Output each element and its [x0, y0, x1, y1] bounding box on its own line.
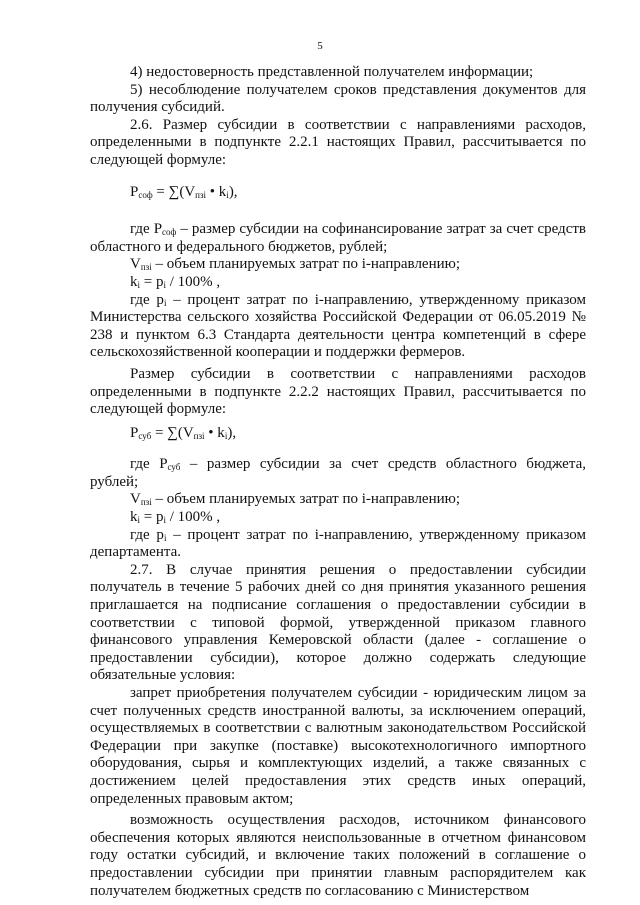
paragraph: где $P_{суб}$ – размер субсидии за счет средств областного бюджета, рублей; [90, 456, 586, 490]
paragraph: 2.6. Размер субсидии в соответствии с направлениями расходов, определенными в подпункте 2.2.1 настоящих Правил, рассчитывается по следующей формуле: [90, 116, 586, 168]
paragraph: где $p_i$ – процент затрат по і-направлению, утвержденному приказом департамента. [90, 526, 586, 561]
paragraph: $V_{пзі}$ – объем планируемых затрат по і-направлению; [130, 256, 461, 273]
paragraph: возможность осуществления расходов, источником финансового обеспечения которых являются неиспользованные в отчетном финансовом году остатки субсидий, и включение таких положений в соглашение о предоставлении субсидии при принятии главным распорядителем как получателем бюджетных средств по согласованию с Министерством [90, 812, 586, 899]
formula-subsidy-regional: $P_{суб} = \sum(V_{пзі}$ • $k_i$), [130, 424, 237, 441]
paragraph: 2.7. В случае принятия решения о предоставлении субсидии получатель в течение 5 рабочих дней со дня принятия указанного решения приглашается на подписание соглашения о предоставлении субсидии в соответствии с типовой формой, утвержденной приказом главного финансового управления Кемеровской области (далее - соглашение о предоставлении субсидии), которое должно содержать следующие обязательные условия: [90, 561, 586, 684]
paragraph: $k_i = p_i / 100\%$ , [130, 273, 221, 290]
paragraph: запрет приобретения получателем субсидии - юридическим лицом за счет полученных средств иностранной валюты, за исключением операций, осуществляемых в соответствии с валютным законодательством Российской Федерации при закупке (поставке) высокотехнологичного импортного оборудования, сырья и комплектующих изделий, а также связанных с достижением целей предоставления этих средств иных операций, определенных правовым актом; [90, 685, 586, 807]
document-body [90, 64, 586, 900]
paragraph: где $p_i$ – процент затрат по і-направлению, утвержденному приказом Министерства сельского хозяйства Российской Федерации от 06.05.2019 № 238 и пунктом 6.3 Стандарта деятельности центра компетенций в сфере сельскохозяйственной кооперации и поддержки фермеров. [90, 291, 586, 361]
formula-subsidy-cofinancing: $P_{соф} = \sum(V_{пзі}$ • $k_i$), [130, 183, 238, 200]
page-number: 5 [317, 40, 323, 52]
paragraph: 4) недостоверность представленной получателем информации; [130, 64, 534, 80]
paragraph: где $P_{соф}$ – размер субсидии на софинансирование затрат за счет средств областного и федерального бюджетов, рублей; [90, 221, 586, 255]
paragraph: $V_{пзі}$ – объем планируемых затрат по і-направлению; [130, 491, 461, 508]
paragraph: $k_i = p_i / 100\%$ , [130, 509, 221, 526]
paragraph: 5) несоблюдение получателем сроков представления документов для получения субсидий. [90, 81, 586, 116]
paragraph: Размер субсидии в соответствии с направлениями расходов определенными в подпункте 2.2.2 настоящих Правил, рассчитывается по следующей формуле: [90, 365, 586, 418]
